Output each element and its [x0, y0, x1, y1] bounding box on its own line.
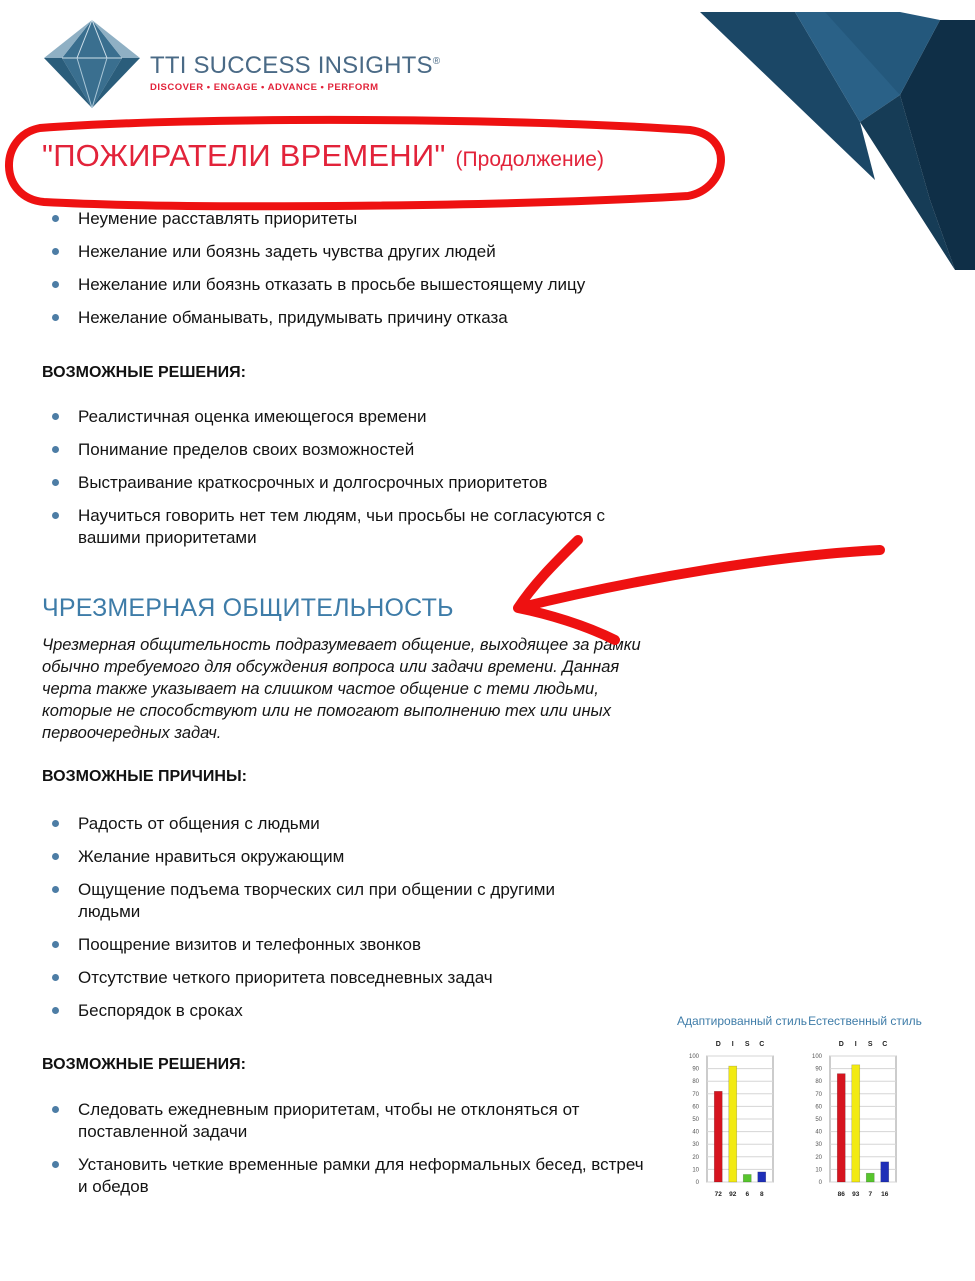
- value-label: 93: [852, 1191, 860, 1198]
- y-tick-label: 40: [815, 1129, 822, 1136]
- category-label: I: [731, 1041, 734, 1048]
- list-item: Желание нравиться окружающим: [0, 846, 678, 868]
- solutions-list-1: [0, 406, 678, 549]
- bar: [729, 1066, 737, 1182]
- list-item: Беспорядок в сроках: [0, 1000, 678, 1022]
- y-tick-label: 20: [692, 1154, 699, 1161]
- category-label: I: [854, 1041, 857, 1048]
- list-item: Ощущение подъема творческих сил при общении с другими людьми: [0, 879, 618, 923]
- list-item: Нежелание или боязнь отказать в просьбе вышестоящему лицу: [0, 274, 678, 296]
- disc-bar-chart: [800, 1032, 930, 1204]
- causes-continued-list: [0, 208, 678, 329]
- causes-heading: ВОЗМОЖНЫЕ ПРИЧИНЫ:: [42, 768, 247, 785]
- section-heading-excess-sociability: ЧРЕЗМЕРНАЯ ОБЩИТЕЛЬНОСТЬ: [42, 594, 454, 622]
- y-tick-label: 70: [815, 1091, 822, 1098]
- list-item: Неумение расставлять приоритеты: [0, 208, 678, 230]
- bar: [743, 1174, 751, 1182]
- list-item: Отсутствие четкого приоритета повседневных задач: [0, 967, 678, 989]
- list-item: Поощрение визитов и телефонных звонков: [0, 934, 678, 956]
- bar: [852, 1065, 860, 1182]
- y-tick-label: 30: [692, 1142, 699, 1149]
- solutions-list-2: [0, 1099, 648, 1198]
- value-label: 86: [837, 1191, 845, 1198]
- y-tick-label: 50: [815, 1117, 822, 1123]
- causes-list-2: [0, 813, 678, 1022]
- list-item: Радость от общения с людьми: [0, 813, 678, 835]
- category-label: S: [744, 1041, 750, 1048]
- adapted-style-chart: [677, 1014, 807, 1204]
- bar: [758, 1172, 766, 1182]
- diamond-logo-icon: [40, 18, 145, 118]
- value-label: 7: [868, 1191, 873, 1198]
- value-label: 8: [759, 1191, 764, 1198]
- y-tick-label: 70: [692, 1091, 699, 1098]
- list-item: Установить четкие временные рамки для неформальных бесед, встреч и обедов: [0, 1154, 648, 1198]
- y-tick-label: 80: [692, 1079, 699, 1086]
- arrow-annotation: [518, 540, 880, 640]
- brand-name: TTI SUCCESS INSIGHTS®: [150, 52, 441, 79]
- list-item: Реалистичная оценка имеющегося времени: [0, 406, 678, 428]
- y-tick-label: 60: [815, 1104, 822, 1111]
- category-label: C: [882, 1041, 888, 1048]
- section-description: Чрезмерная общительность подразумевает общение, выходящее за рамки обычно требуемого для обсуждения вопроса или задачи времени. Данная черта также указывает на слишком частое общение с теми людьми, которые не способствуют или не помогают выполнению тех или иных первоочередных задач.: [42, 636, 641, 742]
- category-label: D: [715, 1041, 721, 1048]
- bar: [714, 1091, 722, 1182]
- bar: [866, 1173, 874, 1182]
- list-item: Выстраивание краткосрочных и долгосрочных приоритетов: [0, 472, 678, 494]
- y-tick-label: 10: [815, 1167, 822, 1174]
- category-label: S: [867, 1041, 873, 1048]
- list-item: Нежелание или боязнь задеть чувства других людей: [0, 241, 678, 263]
- chart-title: Адаптированный стиль: [677, 1014, 808, 1028]
- chart-title: Естественный стиль: [808, 1014, 922, 1028]
- bar: [837, 1074, 845, 1182]
- list-item: Понимание пределов своих возможностей: [0, 439, 678, 461]
- y-tick-label: 0: [695, 1180, 699, 1186]
- disc-bar-chart: [677, 1032, 807, 1204]
- corner-decoration: [700, 0, 975, 270]
- y-tick-label: 10: [692, 1167, 699, 1174]
- y-tick-label: 30: [815, 1142, 822, 1149]
- y-tick-label: 40: [692, 1129, 699, 1136]
- category-label: C: [759, 1041, 765, 1048]
- category-label: D: [838, 1041, 844, 1048]
- value-label: 16: [881, 1191, 889, 1198]
- tti-logo: [40, 18, 441, 118]
- y-tick-label: 90: [815, 1066, 822, 1073]
- value-label: 6: [745, 1191, 750, 1198]
- y-tick-label: 50: [692, 1117, 699, 1123]
- natural-style-chart: [800, 1014, 930, 1204]
- list-item: Нежелание обманывать, придумывать причину отказа: [0, 307, 678, 329]
- value-label: 72: [714, 1191, 722, 1198]
- y-tick-label: 20: [815, 1154, 822, 1161]
- solutions-heading-2: ВОЗМОЖНЫЕ РЕШЕНИЯ:: [42, 1056, 246, 1073]
- y-tick-label: 90: [692, 1066, 699, 1073]
- y-tick-label: 100: [811, 1054, 822, 1060]
- y-tick-label: 60: [692, 1104, 699, 1111]
- page-title: "ПОЖИРАТЕЛИ ВРЕМЕНИ" (Продолжение): [42, 138, 604, 173]
- brand-tagline: DISCOVER • ENGAGE • ADVANCE • PERFORM: [150, 82, 379, 93]
- list-item: Следовать ежедневным приоритетам, чтобы не отклоняться от поставленной задачи: [0, 1099, 648, 1143]
- y-tick-label: 100: [688, 1054, 699, 1060]
- y-tick-label: 80: [815, 1079, 822, 1086]
- list-item: Научиться говорить нет тем людям, чьи просьбы не согласуются с вашими приоритетами: [0, 505, 663, 549]
- y-tick-label: 0: [818, 1180, 822, 1186]
- bar: [881, 1162, 889, 1182]
- solutions-heading-1: ВОЗМОЖНЫЕ РЕШЕНИЯ:: [42, 364, 246, 381]
- value-label: 92: [729, 1191, 737, 1198]
